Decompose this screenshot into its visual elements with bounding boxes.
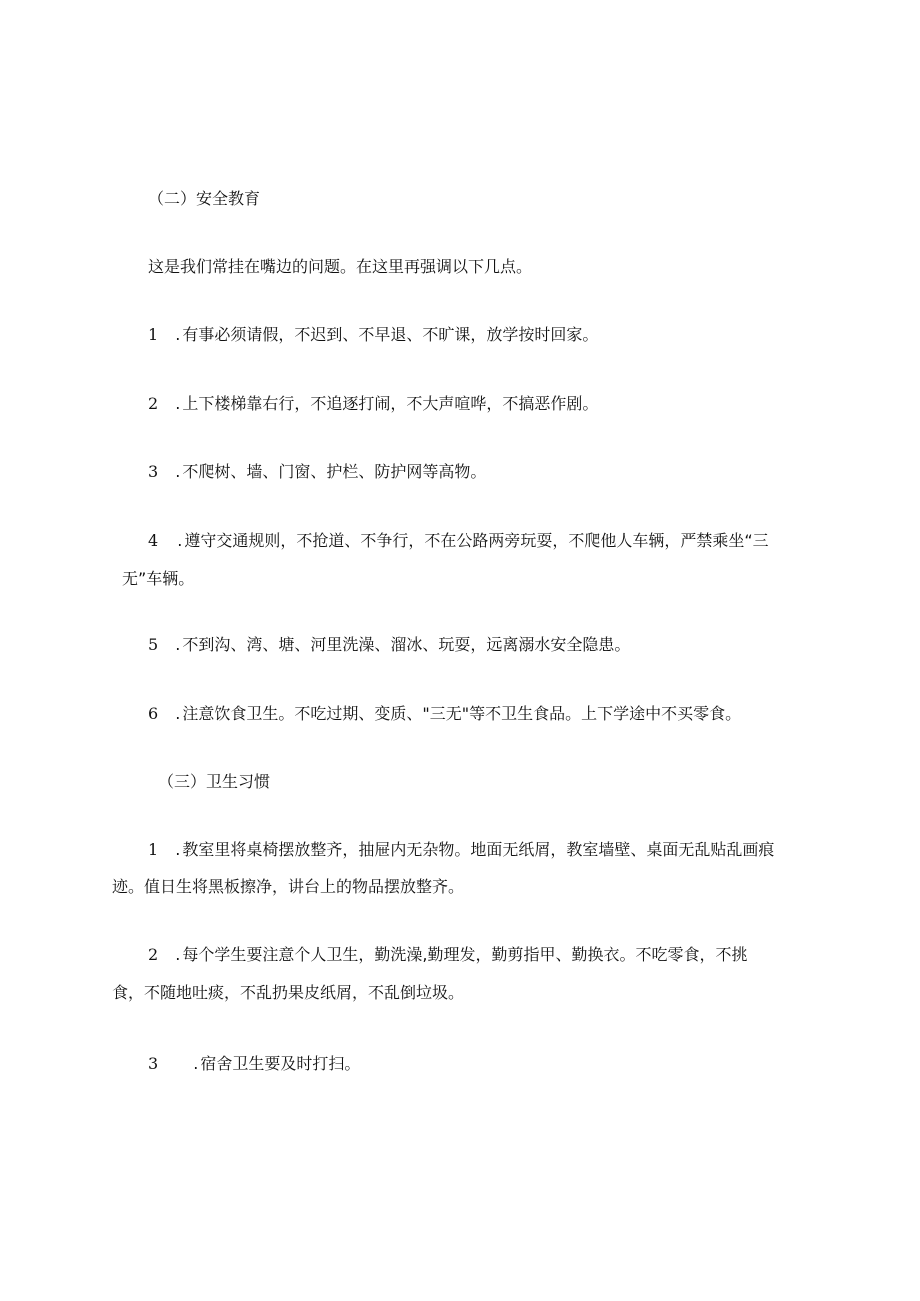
section-heading-hygiene: （三）卫生习惯: [158, 772, 271, 791]
item-separator: .: [175, 394, 181, 413]
list-item: [148, 944, 747, 966]
item-separator: .: [175, 462, 181, 481]
item-number: 5: [148, 635, 159, 654]
list-item: [148, 393, 598, 415]
item-separator: .: [175, 704, 181, 723]
list-item: [148, 839, 774, 861]
item-text: 教室里将桌椅摆放整齐，抽屉内无杂物。地面无纸屑，教室墙壁、桌面无乱贴乱画痕: [182, 840, 775, 859]
item-text: 遵守交通规则，不抢道、不争行，不在公路两旁玩耍，不爬他人车辆，严禁乘坐“三: [184, 531, 769, 550]
item-number: 3: [148, 1054, 159, 1073]
item-text: 注意饮食卫生。不吃过期、变质、"三无"等不卫生食品。上下学途中不买零食。: [182, 704, 742, 723]
item-number: 6: [148, 704, 159, 723]
item-separator: .: [175, 945, 181, 964]
list-item-continuation: 迹。值日生将黑板擦净，讲台上的物品摆放整齐。: [112, 877, 465, 896]
list-item-continuation: 食，不随地吐痰，不乱扔果皮纸屑，不乱倒垃圾。: [112, 983, 465, 1002]
list-item: [148, 634, 630, 656]
item-number: 1: [148, 840, 159, 859]
item-number: 4: [148, 531, 159, 550]
section-intro: 这是我们常挂在嘴边的问题。在这里再强调以下几点。: [148, 257, 533, 276]
list-item: [148, 703, 741, 725]
item-number: 3: [148, 462, 159, 481]
item-number: 2: [148, 945, 159, 964]
item-text: 上下楼梯靠右行，不追逐打闹，不大声喧哗，不搞恶作剧。: [182, 394, 599, 413]
item-separator: .: [177, 531, 183, 550]
list-item: [148, 1053, 360, 1075]
list-item: [148, 530, 769, 552]
item-separator: .: [175, 840, 181, 859]
item-number: 2: [148, 394, 159, 413]
list-item: [148, 324, 598, 346]
item-number: 1: [148, 325, 159, 344]
list-item: [148, 461, 486, 483]
item-text: 宿舍卫生要及时打扫。: [200, 1054, 361, 1073]
item-text: 有事必须请假，不迟到、不早退、不旷课，放学按时回家。: [182, 325, 599, 344]
item-separator: .: [193, 1054, 199, 1073]
item-text: 每个学生要注意个人卫生，勤洗澡,勤理发，勤剪指甲、勤换衣。不吃零食，不挑: [182, 945, 748, 964]
item-separator: .: [175, 325, 181, 344]
item-text: 不爬树、墙、门窗、护栏、防护网等高物。: [182, 462, 487, 481]
item-separator: .: [175, 635, 181, 654]
section-heading-safety: （二）安全教育: [148, 189, 261, 208]
list-item-continuation: 无”车辆。: [122, 569, 195, 588]
item-text: 不到沟、湾、塘、河里洗澡、溜冰、玩耍，远离溺水安全隐患。: [182, 635, 631, 654]
